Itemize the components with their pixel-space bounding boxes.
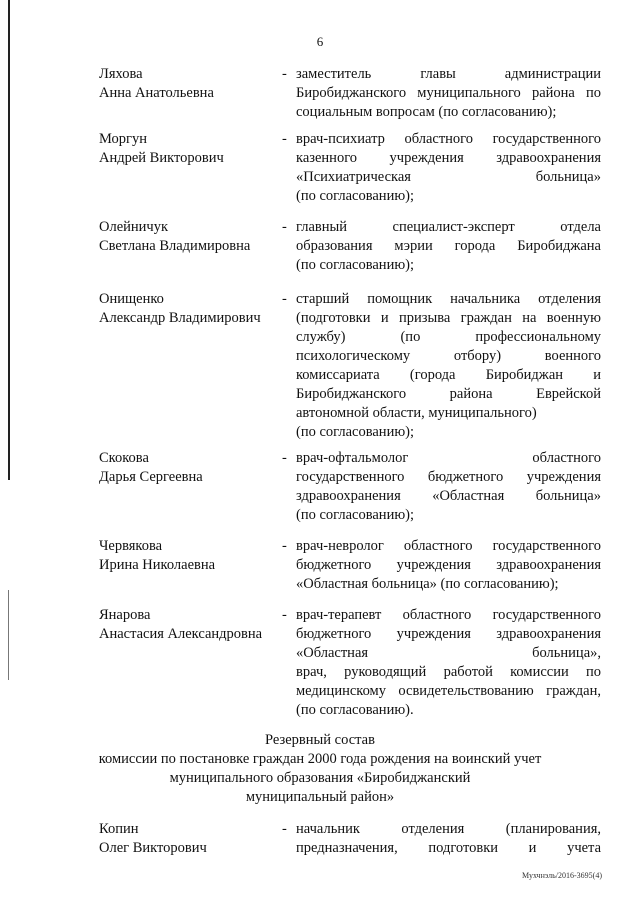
position-line: медицинскому освидетельствованию граждан, [296, 683, 601, 699]
dash: - [282, 538, 287, 554]
member-name [99, 820, 279, 858]
position-line: «Областная больница», [296, 645, 601, 661]
member-surname: Олейничук [99, 219, 169, 235]
position-line: (по согласованию); [296, 188, 415, 204]
position-line: казенного учреждения здравоохранения [296, 150, 601, 166]
reserve-heading-line: комиссии по постановке граждан 2000 года рождения на воинский учет [98, 751, 542, 767]
scan-edge-line-lower [8, 590, 9, 680]
position-line: врач-психиатр областного государственного [296, 131, 601, 147]
scan-edge-line [8, 0, 10, 480]
dash: - [282, 131, 287, 147]
member-surname: Ляхова [99, 66, 143, 82]
position-line: бюджетного учреждения здравоохранения [296, 626, 601, 642]
position-line: здравоохранения «Областная больница» [296, 488, 601, 504]
member-surname: Янарова [99, 607, 151, 623]
position-line: заместитель главы администрации [296, 66, 601, 82]
member-name [99, 65, 279, 103]
position-line: образования мэрии города Биробиджана [296, 238, 601, 254]
member-given-names: Анна Анатольевна [99, 85, 214, 101]
member-surname: Копин [99, 821, 139, 837]
position-line: врач, руководящий работой комиссии по [296, 664, 601, 680]
member-given-names: Андрей Викторович [99, 150, 224, 166]
member-given-names: Александр Владимирович [99, 310, 261, 326]
member-surname: Моргун [99, 131, 147, 147]
position-line: старший помощник начальника отделения [296, 291, 601, 307]
member-name [99, 130, 279, 168]
position-line: (по согласованию); [296, 257, 415, 273]
position-line: бюджетного учреждения здравоохранения [296, 557, 601, 573]
position-line: службу) (по профессиональному [296, 329, 601, 345]
position-line: (по согласованию); [296, 424, 415, 440]
reserve-heading-line: муниципального образования «Биробиджанский [169, 770, 471, 786]
dash: - [282, 821, 287, 837]
member-position [296, 65, 601, 122]
member-position [296, 130, 601, 206]
member-name [99, 290, 279, 328]
position-line: государственного бюджетного учреждения [296, 469, 601, 485]
page-number: 6 [316, 34, 324, 49]
member-given-names: Дарья Сергеевна [99, 469, 203, 485]
member-position [296, 218, 601, 275]
dash: - [282, 450, 287, 466]
member-surname: Червякова [99, 538, 163, 554]
position-line: (подготовки и призыва граждан на военную [296, 310, 601, 326]
document-code: Мухчнэль/2016-3695(4) [522, 871, 602, 880]
member-name [99, 449, 279, 487]
position-line: (по согласованию); [296, 507, 415, 523]
position-line: «Областная больница» (по согласованию); [296, 576, 559, 592]
member-name [99, 218, 279, 256]
position-line: Биробиджанского района Еврейской [296, 386, 601, 402]
member-given-names: Анастасия Александровна [99, 626, 263, 642]
member-position [296, 606, 601, 720]
dash: - [282, 607, 287, 623]
member-position [296, 449, 601, 525]
position-line: социальным вопросам (по согласованию); [296, 104, 557, 120]
position-line: предназначения, подготовки и учета [296, 840, 601, 856]
member-surname: Онищенко [99, 291, 164, 307]
position-line: комиссариата (города Биробиджан и [296, 367, 601, 383]
member-given-names: Светлана Владимировна [99, 238, 251, 254]
member-given-names: Олег Викторович [99, 840, 207, 856]
position-line: Биробиджанского муниципального района по [296, 85, 601, 101]
member-surname: Скокова [99, 450, 149, 466]
position-line: врач-терапевт областного государственного [296, 607, 601, 623]
dash: - [282, 219, 287, 235]
reserve-heading [0, 731, 640, 807]
position-line: автономной области, муниципального) [296, 405, 537, 421]
reserve-heading-line: муниципальный район» [245, 789, 395, 805]
position-line: психологическому отбору) военного [296, 348, 601, 364]
member-position [296, 290, 601, 442]
position-line: «Психиатрическая больница» [296, 169, 601, 185]
reserve-heading-line: Резервный состав [265, 732, 375, 748]
member-name [99, 606, 279, 644]
position-line: врач-офтальмолог областного [296, 450, 601, 466]
position-line: врач-невролог областного государственного [296, 538, 601, 554]
dash: - [282, 66, 287, 82]
position-line: главный специалист-эксперт отдела [296, 219, 601, 235]
member-given-names: Ирина Николаевна [99, 557, 216, 573]
member-position [296, 820, 601, 858]
dash: - [282, 291, 287, 307]
member-position [296, 537, 601, 594]
member-name [99, 537, 279, 575]
position-line: (по согласованию). [296, 702, 414, 718]
position-line: начальник отделения (планирования, [296, 821, 601, 837]
